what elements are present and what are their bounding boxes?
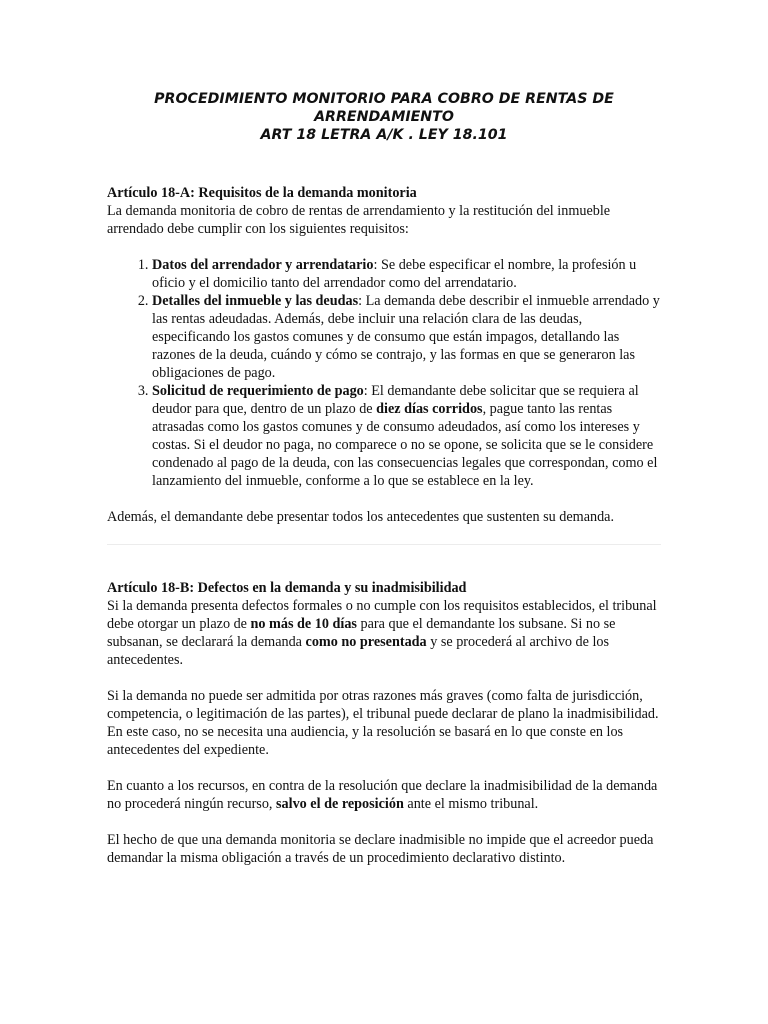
paragraph-emphasis: salvo el de reposición bbox=[276, 796, 404, 812]
article-18b-paragraph-2: Si la demanda no puede ser admitida por otras razones más graves (como falta de jurisdicción, competencia, o legitimación de las partes), el tribunal puede declarar de plano la inadmisibilidad. En este caso, no se necesita una audiencia, y la resolución se basará en lo que conste en los antecedentes del expediente. bbox=[107, 688, 659, 758]
paragraph-text: para que el demandante los subsane. Si no se subsanan, se declarará la demanda bbox=[107, 616, 616, 650]
list-item-text: : Se debe especificar el nombre, la profesión u oficio y el domicilio tanto del arrendador como del arrendatario. bbox=[152, 257, 637, 291]
list-item-emphasis: diez días corridos bbox=[376, 401, 483, 417]
document-page bbox=[107, 90, 661, 867]
paragraph-text: Si la demanda presenta defectos formales o no cumple con los requisitos establecidos, el tribunal debe otorgar un plazo de bbox=[107, 598, 657, 632]
article-18a bbox=[107, 184, 661, 526]
list-item-title: Solicitud de requerimiento de pago bbox=[152, 383, 364, 399]
title-line-1: PROCEDIMIENTO MONITORIO PARA COBRO DE RENTAS DE bbox=[154, 91, 614, 107]
document-title bbox=[107, 90, 661, 144]
title-line-3: ART 18 LETRA A/K . LEY 18.101 bbox=[260, 127, 508, 143]
section-divider bbox=[107, 544, 661, 545]
paragraph-text: y se procederá al archivo de los antecedentes. bbox=[107, 634, 610, 668]
article-18b-paragraph-3 bbox=[107, 777, 661, 813]
paragraph-text: En cuanto a los recursos, en contra de la resolución que declare la inadmisibilidad de la demanda no procederá ningún recurso, bbox=[107, 778, 658, 812]
requirements-list bbox=[107, 256, 661, 490]
article-18b bbox=[107, 579, 661, 867]
article-18a-intro: La demanda monitoria de cobro de rentas de arrendamiento y la restitución del inmueble arrendado debe cumplir con los siguientes requisitos: bbox=[107, 203, 611, 237]
list-item bbox=[152, 382, 661, 490]
list-item-text: , pague tanto las rentas atrasadas como los gastos comunes y de consumo adeudados, así como los intereses y costas. Si el deudor no paga, no comparece o no se opone, se solicita que se le considere condenado al pago de la deuda, con las consecuencias legales que correspondan, como el lanzamiento del inmueble, conforme a lo que se establece en la ley. bbox=[152, 401, 658, 489]
list-item bbox=[152, 256, 661, 292]
paragraph-text: ante el mismo tribunal. bbox=[403, 796, 539, 812]
list-item-title: Datos del arrendador y arrendatario bbox=[152, 257, 374, 273]
list-item-text: : La demanda debe describir el inmueble arrendado y las rentas adeudadas. Además, debe incluir una relación clara de las deudas, especificando los gastos comunes y de consumo que están impagos, detallando las razones de la deuda, cuándo y cómo se contrajo, y las formas en que se generaron las obligaciones de pago. bbox=[152, 293, 660, 381]
article-18b-heading: Artículo 18-B: Defectos en la demanda y su inadmisibilidad bbox=[107, 580, 467, 596]
article-18b-paragraph-4: El hecho de que una demanda monitoria se declare inadmisible no impide que el acreedor pueda demandar la misma obligación a través de un procedimiento declarativo distinto. bbox=[107, 832, 654, 866]
article-18b-paragraph-1 bbox=[107, 597, 661, 669]
list-item-title: Detalles del inmueble y las deudas bbox=[152, 293, 359, 309]
article-18a-heading: Artículo 18-A: Requisitos de la demanda monitoria bbox=[107, 185, 417, 201]
paragraph-emphasis: no más de 10 días bbox=[250, 616, 357, 632]
list-item-text: : El demandante debe solicitar que se requiera al deudor para que, dentro de un plazo de bbox=[152, 383, 639, 417]
article-18a-closing: Además, el demandante debe presentar todos los antecedentes que sustenten su demanda. bbox=[107, 509, 615, 525]
title-line-2: ARRENDAMIENTO bbox=[314, 109, 454, 125]
list-item bbox=[152, 292, 661, 382]
paragraph-emphasis: como no presentada bbox=[305, 634, 427, 650]
